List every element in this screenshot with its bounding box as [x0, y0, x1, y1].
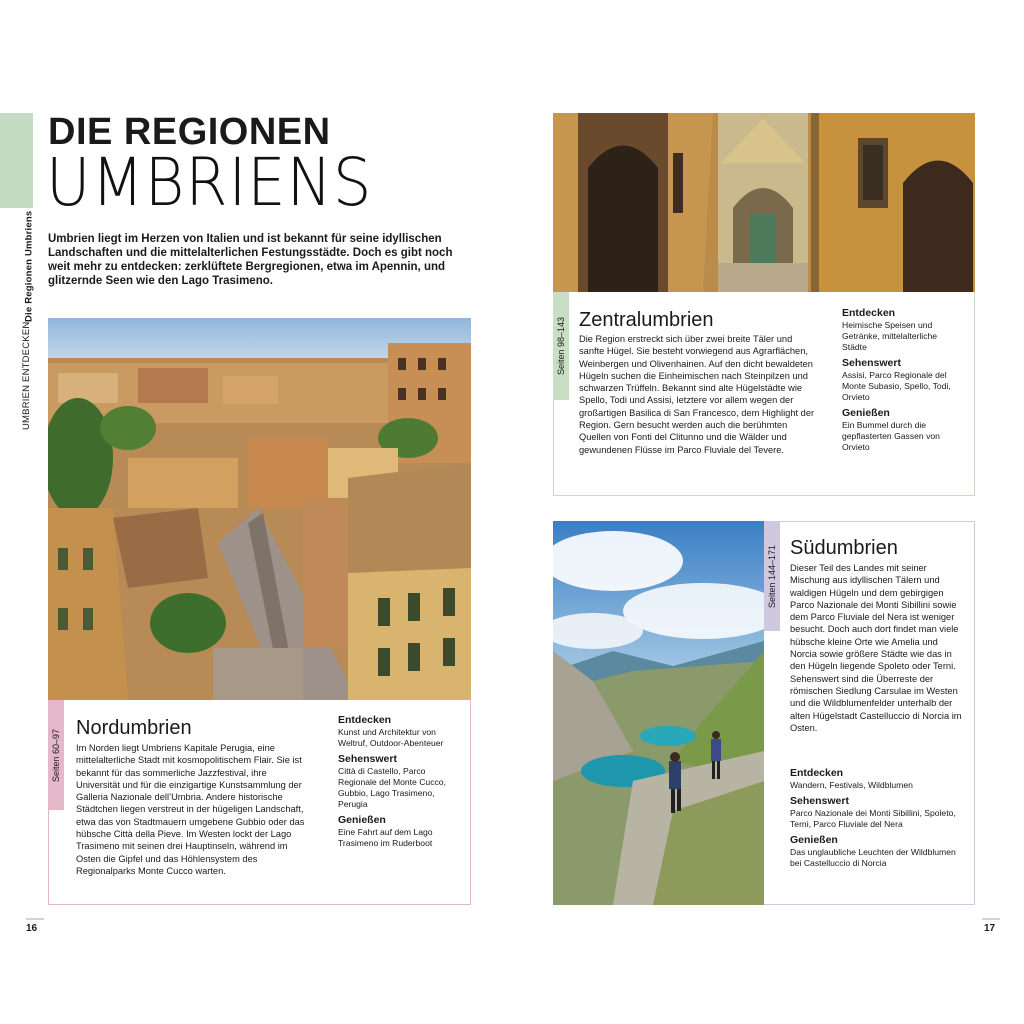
- section-label: UMBRIEN ENTDECKEN: [21, 321, 32, 430]
- page-range-tab-zentral: Seiten 98–143: [553, 292, 569, 400]
- geniessen-text: Eine Fahrt auf dem Lago Trasimeno im Ruderboot: [338, 827, 433, 848]
- sehenswert-text: Parco Nazionale dei Monti Sibillini, Spoleto, Terni, Parco Fluviale del Nera: [790, 808, 956, 829]
- page-number-left: 16: [26, 923, 38, 934]
- region-facts-sued: [790, 767, 962, 873]
- page-number-right: 17: [984, 923, 996, 934]
- page-range-tab-sued: Seiten 144–171: [764, 521, 780, 631]
- running-header: [21, 210, 36, 430]
- sehenswert-heading: Sehenswert: [790, 795, 849, 807]
- geniessen-text: Ein Bummel durch die gepflasterten Gassen von Orvieto: [842, 420, 940, 452]
- entdecken-heading: Entdecken: [338, 714, 392, 726]
- geniessen-heading: Genießen: [338, 814, 386, 826]
- entdecken-text: Kunst und Architektur von Weltruf, Outdoor-Abenteuer: [338, 727, 444, 748]
- entdecken-text: Wandern, Festivals, Wildblumen: [790, 780, 913, 790]
- region-facts-zentral: [842, 307, 964, 457]
- region-title-nord: Nordumbrien: [76, 717, 192, 739]
- page-number-line-left: [26, 918, 44, 920]
- entdecken-heading: Entdecken: [842, 307, 896, 319]
- page-title-line1: DIE REGIONEN: [48, 111, 331, 153]
- page-title-line2: UMBRIENS: [46, 144, 373, 221]
- region-title-sued: Südumbrien: [790, 537, 898, 559]
- sibillini-photo: [553, 521, 764, 905]
- region-body-zentral: Die Region erstreckt sich über zwei breite Täler und sanfte Hügel. Sie besteht vorwiegend aus Agrarflächen, Weinbergen und Olivenhainen. Auf den dicht bewaldeten Hügeln suchen die Einheimischen nach Steinpilzen und schwarzen Trüffeln. Bekannt sind alte Hügelstädte wie Spello, Todi und Assisi, letztere vor allem wegen der großartigen Basilica di San Francesco, dem Highlight der Region. Gern besucht werden auch die berühmten Quellen von Fonti del Clitunno und die Wälder und gewundenen Flüsse im Parco Fluviale del Tevere.: [579, 334, 815, 455]
- geniessen-heading: Genießen: [790, 834, 838, 846]
- sehenswert-text: Assisi, Parco Regionale del Monte Subasio, Spello, Todi, Orvieto: [842, 370, 951, 402]
- entdecken-heading: Entdecken: [790, 767, 844, 779]
- region-title-zentral: Zentralumbrien: [579, 309, 714, 331]
- geniessen-text: Das unglaubliche Leuchten der Wildblumen bei Castelluccio di Norcia: [790, 847, 956, 868]
- geniessen-heading: Genießen: [842, 407, 890, 419]
- chapter-label: Die Regionen Umbriens: [23, 210, 35, 322]
- intro-text: Umbrien liegt im Herzen von Italien und ist bekannt für seine idyllischen Landschaften und die mittelalterlichen Festungsstädte. Doch es gibt noch weit mehr zu entdecken: zerklüftete Bergregionen, etwa im Apennin, und glitzernde Seen wie den Lago Trasimeno.: [48, 233, 453, 287]
- page-number-line-right: [982, 918, 1000, 920]
- entdecken-text: Heimische Speisen und Getränke, mittelalterliche Städte: [842, 320, 938, 352]
- sehenswert-heading: Sehenswert: [842, 357, 901, 369]
- region-body-sued: Dieser Teil des Landes mit seiner Mischung aus idyllischen Tälern und waldigen Hügeln und dem gebirgigen Parco Nazionale dei Monti Sibillini sowie dem Parco Fluviale del Nera ist weniger besucht. Doch auch dort findet man viele hübsche kleine Orte wie Amelia und Norcia sowie größere Städte wie das in den Hügeln liegende Spoleto oder Terni. Sehenswert sind die Überreste der römischen Siedlung Carsulae im Westen und die Wildblumenfelder unterhalb der alten Hügelstadt Castelluccio di Norcia im Osten.: [790, 563, 962, 733]
- sehenswert-heading: Sehenswert: [338, 753, 397, 765]
- perugia-photo: [48, 318, 471, 700]
- region-body-nord: Im Norden liegt Umbriens Kapitale Perugia, eine mittelalterliche Stadt mit kosmopolitischem Flair. Sie ist bekannt für das sommerliche Jazzfestival, ihre Universität und für die einzigartige Kunstsammlung der Galleria Nazionale dell’Umbria. Andere historische Städtchen liegen verstreut in der hügeligen Landschaft, etwa das von Stadtmauern umgebene Gubbio oder das hübsche Città della Pieve. Im Westen lockt der Lago Trasimeno mit seinen drei Hauptinseln, während im Osten die Gipfel und das Höhlensystem des Regionalparks Monte Cucco warten.: [76, 743, 305, 876]
- page-range-tab-nord: Seiten 60–97: [48, 700, 64, 810]
- sehenswert-text: Città di Castello, Parco Regionale del Monte Cucco, Gubbio, Lago Trasimeno, Perugia: [338, 766, 446, 809]
- region-facts-nord: [338, 714, 458, 853]
- orvieto-photo: [553, 113, 975, 293]
- section-color-tab: [0, 113, 33, 208]
